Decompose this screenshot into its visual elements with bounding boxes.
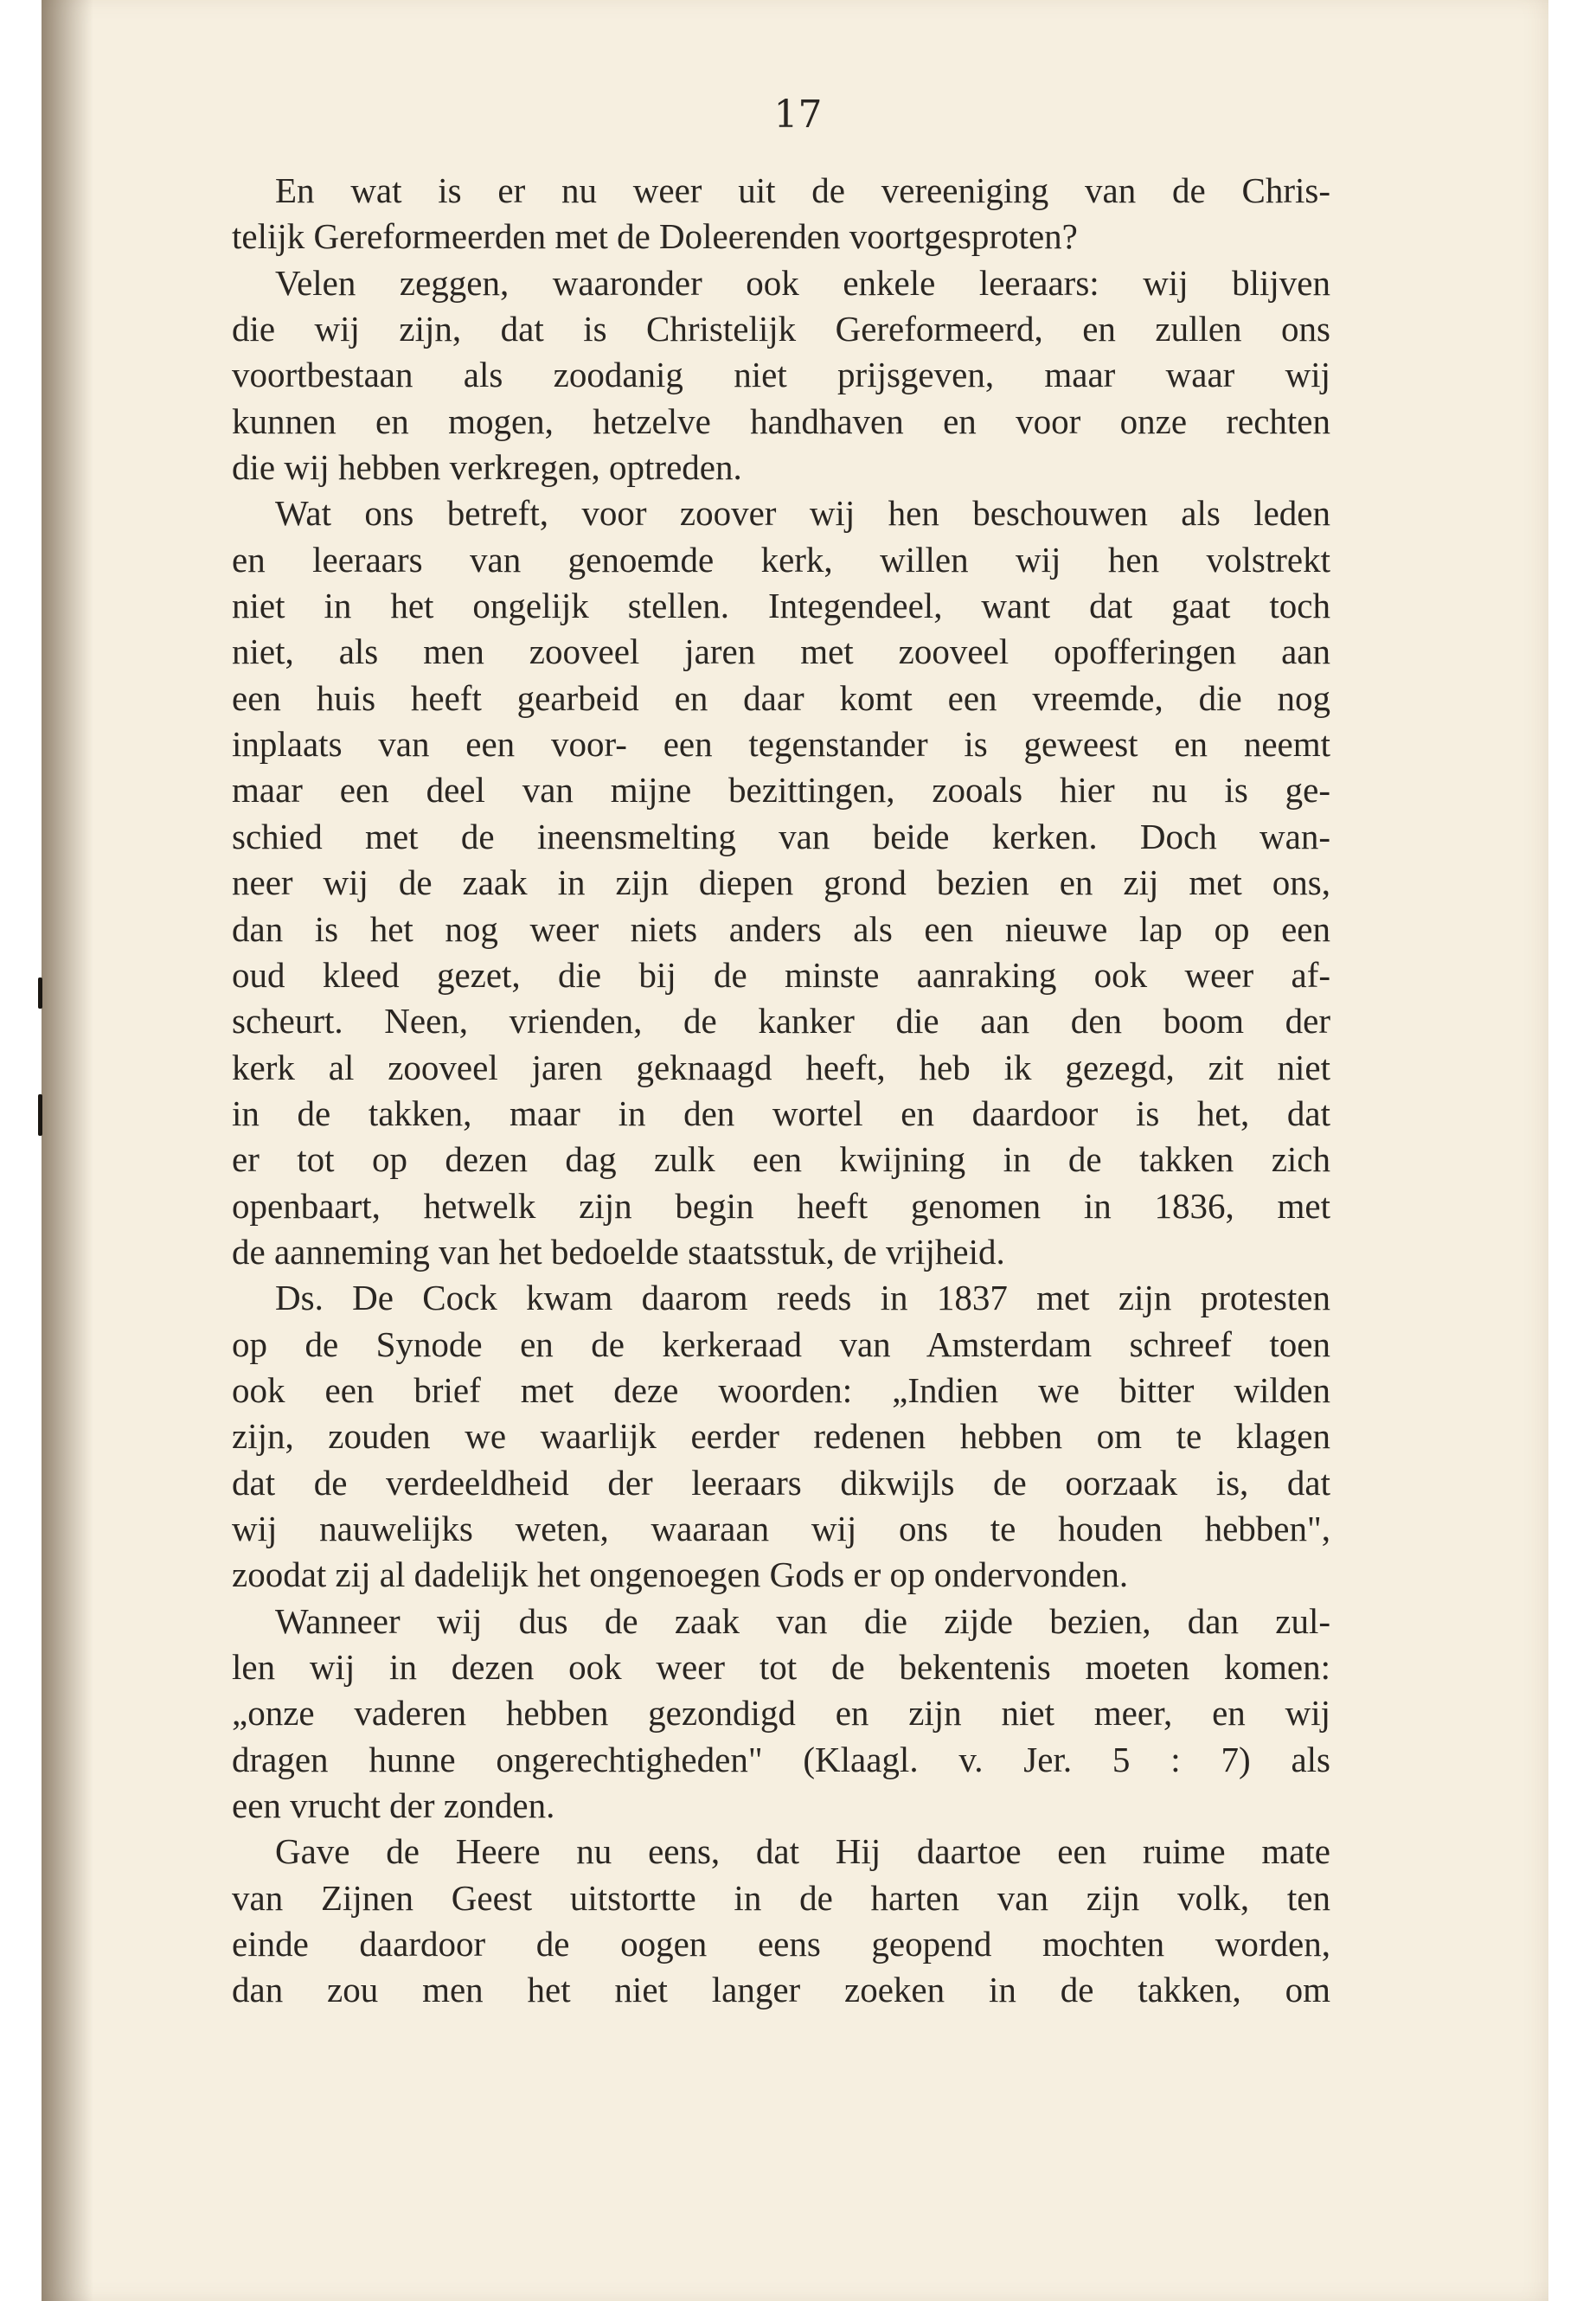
text-line: inplaats van een voor- een tegenstander is geweest en neemt bbox=[232, 724, 1330, 765]
text-line: openbaart, hetwelk zijn begin heeft genomen in 1836, met bbox=[232, 1185, 1330, 1226]
text-line: einde daardoor de oogen eens geopend mochten worden, bbox=[232, 1924, 1330, 1965]
text-line: voortbestaan als zoodanig niet prijsgeven, maar waar wij bbox=[232, 355, 1330, 395]
text-line: dragen hunne ongerechtigheden" (Klaagl. v. Jer. 5 : 7) als bbox=[232, 1739, 1330, 1779]
text-line: kerk al zooveel jaren geknaagd heeft, heb ik gezegd, zit niet bbox=[232, 1047, 1330, 1087]
text-line: de aanneming van het bedoelde staatsstuk, de vrijheid. bbox=[232, 1231, 1005, 1272]
text-line: len wij in dezen ook weer tot de bekentenis moeten komen: bbox=[232, 1647, 1330, 1687]
text-line: Gave de Heere nu eens, dat Hij daartoe een ruime mate bbox=[275, 1831, 1330, 1872]
text-line: die wij zijn, dat is Christelijk Gereformeerd, en zullen ons bbox=[232, 309, 1330, 349]
text-line: in de takken, maar in den wortel en daardoor is het, dat bbox=[232, 1093, 1330, 1133]
text-line: Ds. De Cock kwam daarom reeds in 1837 met zijn protesten bbox=[275, 1278, 1330, 1318]
text-line: schied met de ineensmelting van beide kerken. Doch wan- bbox=[232, 816, 1330, 856]
text-line: wij nauwelijks weten, waaraan wij ons te houden hebben", bbox=[232, 1508, 1330, 1548]
page-number: 17 bbox=[773, 93, 823, 137]
margin-mark-upper bbox=[38, 977, 42, 1009]
text-line: ook een brief met deze woorden: „Indien we bitter wilden bbox=[232, 1369, 1330, 1410]
text-line: van Zijnen Geest uitstortte in de harten van zijn volk, ten bbox=[232, 1877, 1330, 1918]
text-line: oud kleed gezet, die bij de minste aanraking ook weer af- bbox=[232, 954, 1330, 995]
text-line: niet, als men zooveel jaren met zooveel opofferingen aan bbox=[232, 631, 1330, 672]
text-line: een vrucht der zonden. bbox=[232, 1785, 555, 1826]
text-line: „onze vaderen hebben gezondigd en zijn niet meer, en wij bbox=[232, 1693, 1330, 1734]
text-line: er tot op dezen dag zulk een kwijning in de takken zich bbox=[232, 1139, 1330, 1180]
text-line: Wat ons betreft, voor zoover wij hen beschouwen als leden bbox=[275, 493, 1330, 534]
text-line: op de Synode en de kerkeraad van Amsterdam schreef toen bbox=[232, 1324, 1330, 1364]
text-line: kunnen en mogen, hetzelve handhaven en voor onze rechten bbox=[232, 401, 1330, 441]
text-line: dan zou men het niet langer zoeken in de takken, om bbox=[232, 1970, 1330, 2010]
text-line: dat de verdeeldheid der leeraars dikwijls de oorzaak is, dat bbox=[232, 1462, 1330, 1503]
binding-shadow bbox=[42, 0, 93, 2301]
text-line: telijk Gereformeerden met de Doleerenden voortgesproten? bbox=[232, 216, 1078, 257]
margin-mark-lower bbox=[38, 1094, 42, 1136]
body-text bbox=[232, 168, 1330, 2014]
text-line: Wanneer wij dus de zaak van die zijde bezien, dan zul- bbox=[275, 1600, 1330, 1641]
text-line: die wij hebben verkregen, optreden. bbox=[232, 447, 742, 488]
text-line: een huis heeft gearbeid en daar komt een vreemde, die nog bbox=[232, 677, 1330, 718]
text-line: dan is het nog weer niets anders als een nieuwe lap op een bbox=[232, 908, 1330, 949]
text-line: scheurt. Neen, vrienden, de kanker die aan den boom der bbox=[232, 1001, 1330, 1042]
text-line: zijn, zouden we waarlijk eerder redenen hebben om te klagen bbox=[232, 1416, 1330, 1457]
text-line: neer wij de zaak in zijn diepen grond bezien en zij met ons, bbox=[232, 862, 1330, 903]
text-line: maar een deel van mijne bezittingen, zooals hier nu is ge- bbox=[232, 770, 1330, 811]
text-line: niet in het ongelijk stellen. Integendeel, want dat gaat toch bbox=[232, 586, 1330, 626]
text-line: En wat is er nu weer uit de vereeniging van de Chris- bbox=[275, 170, 1330, 210]
text-line: Velen zeggen, waaronder ook enkele leeraars: wij blijven bbox=[275, 262, 1330, 303]
text-line: zoodat zij al dadelijk het ongenoegen Gods er op ondervonden. bbox=[232, 1554, 1129, 1595]
text-line: en leeraars van genoemde kerk, willen wij hen volstrekt bbox=[232, 539, 1330, 580]
